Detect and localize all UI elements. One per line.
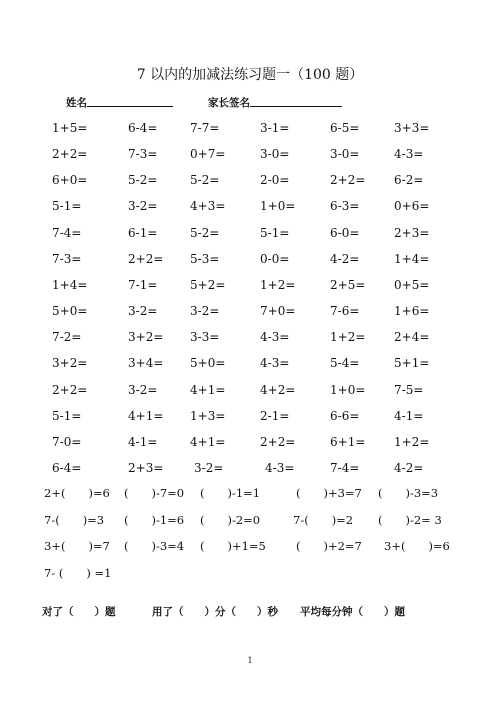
problem-cell: 4+1= (190, 382, 226, 397)
problem-cell: 5-1= (52, 199, 82, 214)
name-label: 姓名 (66, 97, 87, 109)
fill-blank-cell: 2+( )=6 (44, 486, 110, 500)
problem-cell: 2+4= (394, 330, 430, 345)
problem-cell: 7+0= (260, 304, 296, 319)
problem-cell: 2+2= (330, 173, 366, 188)
parent-signature-blank[interactable] (250, 96, 342, 107)
problem-cell: 2-1= (260, 408, 290, 423)
fill-blank-cell: ( )+2=7 (296, 539, 362, 553)
problem-cell: 2+5= (330, 277, 366, 292)
problem-cell: 5+0= (52, 304, 88, 319)
problem-cell: 3+2= (128, 330, 164, 345)
page-number: 1 (247, 656, 253, 665)
footer-time-used: 用了（ ）分（ ）秒 (152, 606, 278, 618)
problem-cell: 7-3= (52, 251, 82, 266)
fill-blank-cell: ( )-3=3 (378, 486, 439, 500)
name-field (66, 95, 173, 110)
footer-average: 平均每分钟（ ）题 (300, 606, 405, 618)
problem-cell: 6+0= (52, 173, 88, 188)
page-title: 7 以内的加减法练习题一（100 题） (136, 67, 364, 83)
problem-cell: 7-3= (128, 147, 158, 162)
problem-cell: 4+3= (190, 199, 226, 214)
name-blank[interactable] (87, 96, 173, 107)
problem-cell: 5-1= (52, 408, 82, 423)
problem-cell: 7-6= (330, 304, 360, 319)
problem-cell: 7-0= (52, 434, 82, 449)
problem-cell: 1+6= (394, 304, 430, 319)
problem-cell: 3-2= (190, 304, 220, 319)
problem-cell: 2+3= (128, 460, 164, 475)
problem-cell: 6-3= (330, 199, 360, 214)
problem-cell: 7-4= (330, 460, 360, 475)
problem-cell: 6-5= (330, 121, 360, 135)
problem-cell: 0+6= (394, 199, 430, 214)
problem-cell: 5-2= (190, 225, 220, 240)
problem-cell: 4-1= (394, 408, 424, 423)
problem-cell: 1+0= (260, 199, 296, 214)
problem-cell: 1+5= (52, 121, 88, 135)
fill-blank-cell: 7- ( ) =1 (44, 566, 112, 580)
problem-cell: 6-2= (394, 173, 424, 188)
fill-blank-cell: 7-( )=2 (293, 513, 354, 527)
problem-cell: 1+2= (330, 330, 366, 345)
problem-cell: 6-4= (52, 460, 82, 475)
problem-cell: 1+3= (190, 408, 226, 423)
problem-cell: 5-1= (260, 225, 290, 240)
problem-cell: 3-2= (128, 304, 158, 319)
problem-cell: 1+0= (330, 382, 366, 397)
problem-cell: 3-2= (128, 382, 158, 397)
problem-cell: 7-1= (128, 277, 158, 292)
footer-correct: 对了（ ）题 (42, 606, 116, 618)
problem-cell: 4-1= (128, 434, 158, 449)
parent-signature-label: 家长签名 (208, 97, 250, 109)
fill-blank-cell: ( )-3=4 (124, 539, 185, 553)
problem-cell: 3-2= (128, 199, 158, 214)
problem-cell: 6+1= (330, 434, 366, 449)
parent-signature-field (208, 95, 342, 110)
problem-cell: 1+4= (394, 251, 430, 266)
problem-cell: 5+2= (190, 277, 226, 292)
problem-cell: 4+1= (128, 408, 164, 423)
fill-blank-cell: ( )+1=5 (200, 539, 266, 553)
problem-cell: 0-0= (260, 251, 290, 266)
problem-cell: 3-0= (260, 147, 290, 162)
problem-cell: 2+2= (128, 251, 164, 266)
fill-blank-cell: ( )-2= 3 (378, 513, 442, 527)
problem-cell: 3-0= (330, 147, 360, 162)
problem-cell: 3-2= (194, 460, 224, 475)
problem-cell: 4-3= (260, 330, 290, 345)
problem-cell: 3+3= (394, 121, 430, 135)
problem-cell: 2-0= (260, 173, 290, 188)
problem-cell: 1+4= (52, 277, 88, 292)
problem-cell: 6-4= (128, 121, 158, 135)
fill-blank-cell: 3+( )=7 (44, 539, 110, 553)
problem-cell: 0+7= (190, 147, 226, 162)
problem-cell: 4-3= (260, 356, 290, 371)
problem-cell: 7-7= (190, 121, 220, 135)
problem-cell: 3-3= (190, 330, 220, 345)
problem-cell: 2+2= (52, 382, 88, 397)
fill-blank-cell: ( )-1=1 (200, 486, 261, 500)
problem-cell: 7-2= (52, 330, 82, 345)
problem-cell: 5+0= (190, 356, 226, 371)
problem-cell: 1+2= (394, 434, 430, 449)
problem-cell: 5-2= (190, 173, 220, 188)
problem-cell: 5+1= (394, 356, 430, 371)
problem-cell: 0+5= (394, 277, 430, 292)
fill-blank-cell: 7-( )=3 (44, 513, 105, 527)
problem-cell: 4-3= (265, 460, 295, 475)
problem-cell: 5-2= (128, 173, 158, 188)
problem-cell: 6-6= (330, 408, 360, 423)
problem-cell: 7-4= (52, 225, 82, 240)
fill-blank-cell: 3+( )=6 (384, 539, 450, 553)
problem-cell: 1+2= (260, 277, 296, 292)
fill-blank-cell: ( )-1=6 (124, 513, 185, 527)
problem-cell: 3+4= (128, 356, 164, 371)
problem-cell: 2+2= (52, 147, 88, 162)
problem-cell: 3-1= (260, 121, 290, 135)
problem-cell: 6-0= (330, 225, 360, 240)
fill-blank-cell: ( )-2=0 (200, 513, 261, 527)
problem-cell: 5-3= (190, 251, 220, 266)
fill-blank-cell: ( )+3=7 (296, 486, 362, 500)
problem-cell: 3+2= (52, 356, 88, 371)
problem-cell: 4-2= (394, 460, 424, 475)
problem-cell: 4-2= (330, 251, 360, 266)
problem-cell: 4+2= (260, 382, 296, 397)
problem-cell: 4-3= (394, 147, 424, 162)
problem-cell: 4+1= (190, 434, 226, 449)
problem-cell: 2+2= (260, 434, 296, 449)
problem-cell: 5-4= (330, 356, 360, 371)
problem-cell: 2+3= (394, 225, 430, 240)
problem-cell: 6-1= (128, 225, 158, 240)
fill-blank-cell: ( )-7=0 (124, 486, 185, 500)
problem-cell: 7-5= (394, 382, 424, 397)
